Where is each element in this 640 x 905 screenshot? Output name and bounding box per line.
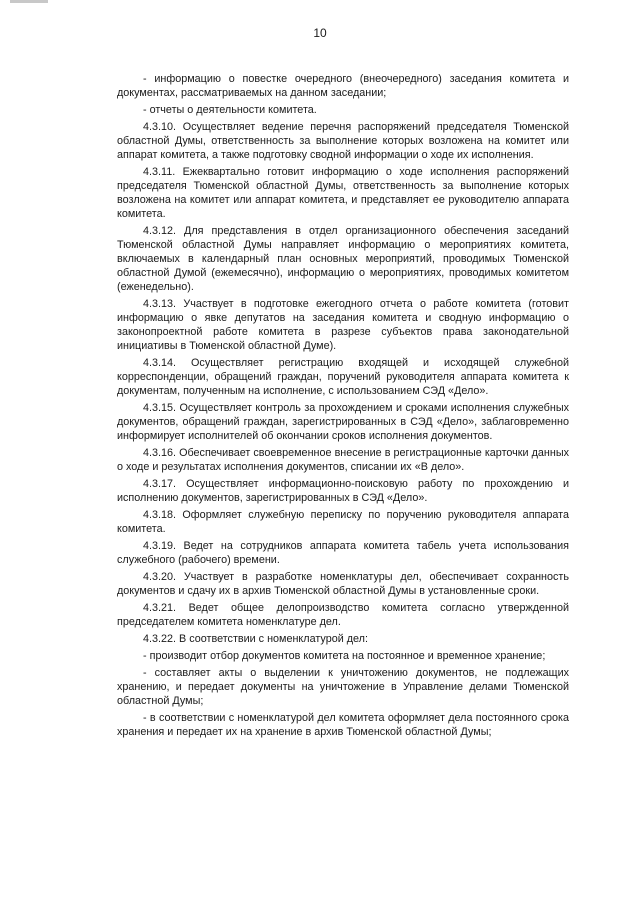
- paragraph: 4.3.16. Обеспечивает своевременное внесение в регистрационные карточки данных о ходе и результатах исполнения документов, списании их «В дело».: [117, 447, 569, 473]
- paragraph: 4.3.13. Участвует в подготовке ежегодного отчета о работе комитета (готовит информацию о явке депутатов на заседания комитета и сводную информацию о законопроектной работе комитета в разрезе субъектов права законодательной инициативы в Тюменской областной Думе).: [117, 298, 569, 352]
- scan-edge-mark: [10, 0, 48, 3]
- paragraph: 4.3.22. В соответствии с номенклатурой дел:: [143, 633, 368, 645]
- paragraph: 4.3.15. Осуществляет контроль за прохождением и сроками исполнения служебных документов, обращений граждан, зарегистрированных в СЭД «Дело», заблаговременно информирует исполнителей об окончании сроков исполнения документов.: [117, 402, 569, 442]
- paragraph: 4.3.18. Оформляет служебную переписку по поручению руководителя аппарата комитета.: [117, 509, 569, 535]
- paragraph: - в соответствии с номенклатурой дел комитета оформляет дела постоянного срока хранения и передает их на хранение в архив Тюменской областной Думы;: [117, 712, 569, 738]
- paragraph: 4.3.20. Участвует в разработке номенклатуры дел, обеспечивает сохранность документов и сдачу их в архив Тюменской областной Думы в установленные сроки.: [117, 571, 569, 597]
- paragraph: - составляет акты о выделении к уничтожению документов, не подлежащих хранению, и передает документы на уничтожение в Управление делами Тюменской областной Думы;: [117, 667, 569, 707]
- page-number: 10: [313, 26, 327, 40]
- paragraph: 4.3.12. Для представления в отдел организационного обеспечения заседаний Тюменской областной Думы направляет информацию о мероприятиях комитета, включаемых в календарный план основных мероприятий, проводимых Тюменской областной Думой (ежемесячно), информацию о мероприятиях, проводимых комитетом (еженедельно).: [117, 225, 569, 293]
- paragraph: - отчеты о деятельности комитета.: [143, 104, 317, 116]
- paragraph: 4.3.19. Ведет на сотрудников аппарата комитета табель учета использования служебного (рабочего) времени.: [117, 540, 569, 566]
- document-body: [117, 72, 569, 742]
- paragraph: - производит отбор документов комитета на постоянное и временное хранение;: [143, 650, 546, 662]
- paragraph: 4.3.10. Осуществляет ведение перечня распоряжений председателя Тюменской областной Думы, ответственность за выполнение которых возложена на комитет или аппарат комитета, а также подготовку сводной информации о ходе их исполнения.: [117, 121, 569, 161]
- paragraph: - информацию о повестке очередного (внеочередного) заседания комитета и документах, рассматриваемых на данном заседании;: [117, 73, 569, 99]
- paragraph: 4.3.11. Ежеквартально готовит информацию о ходе исполнения распоряжений председателя Тюменской областной Думы, ответственность за выполнение которых возложена на комитет или аппарат комитета, и представляет ее руководителю аппарата комитета.: [117, 166, 569, 220]
- paragraph: 4.3.21. Ведет общее делопроизводство комитета согласно утвержденной председателем комитета номенклатуре дел.: [117, 602, 569, 628]
- paragraph: 4.3.17. Осуществляет информационно-поисковую работу по прохождению и исполнению документов, зарегистрированных в СЭД «Дело».: [117, 478, 569, 504]
- paragraph: 4.3.14. Осуществляет регистрацию входящей и исходящей служебной корреспонденции, обращений граждан, поручений руководителя аппарата комитета к документам, полученным на исполнение, с использованием СЭД «Дело».: [117, 357, 569, 397]
